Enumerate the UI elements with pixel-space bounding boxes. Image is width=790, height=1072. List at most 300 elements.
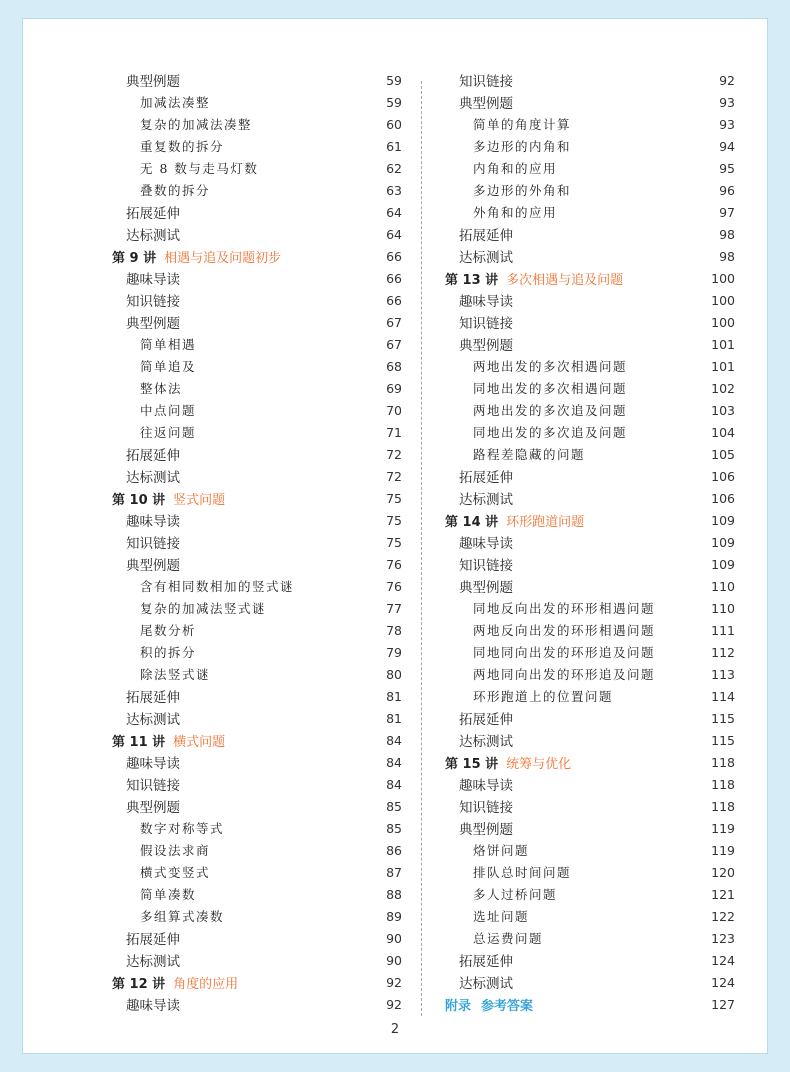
toc-entry xyxy=(435,355,735,377)
toc-entry xyxy=(102,267,402,289)
toc-page-number: 111 xyxy=(711,622,735,638)
chapter-title: 角度的应用 xyxy=(173,976,239,992)
dot-leader xyxy=(579,861,707,883)
dot-leader xyxy=(565,157,709,179)
dot-leader xyxy=(188,685,376,707)
dot-leader xyxy=(593,443,707,465)
toc-entry-title: 达标测试 xyxy=(126,954,180,970)
toc-page-number: 119 xyxy=(711,842,735,858)
toc-entry xyxy=(102,861,402,883)
toc-entry xyxy=(102,597,402,619)
toc-page-number: 123 xyxy=(711,930,735,946)
toc-entry xyxy=(435,597,735,619)
toc-entry-title: 拓展延伸 xyxy=(126,690,180,706)
dot-leader xyxy=(204,641,376,663)
toc-page-number: 70 xyxy=(386,402,402,418)
toc-page-number: 105 xyxy=(711,446,735,462)
chapter-title: 竖式问题 xyxy=(173,492,226,508)
toc-entry-title: 趣味导读 xyxy=(459,536,513,552)
toc-entry xyxy=(435,333,735,355)
toc-entry xyxy=(102,927,402,949)
toc-page-number: 112 xyxy=(711,644,735,660)
toc-entry-heading xyxy=(102,247,285,266)
toc-page-number: 75 xyxy=(386,534,402,550)
toc-entry xyxy=(435,773,735,795)
toc-entry-title: 典型例题 xyxy=(459,96,513,112)
toc-entry-title: 叠数的拆分 xyxy=(140,183,211,198)
toc-page-number: 71 xyxy=(386,424,402,440)
dot-leader xyxy=(246,971,376,993)
toc-entry-title: 拓展延伸 xyxy=(126,932,180,948)
dot-leader xyxy=(521,795,707,817)
toc-page-number: 75 xyxy=(386,490,402,506)
toc-entry-title: 趣味导读 xyxy=(126,756,180,772)
toc-chapter-entry xyxy=(435,751,735,773)
toc-entry-title: 积的拆分 xyxy=(140,645,197,660)
dot-leader xyxy=(302,575,376,597)
toc-entry xyxy=(102,201,402,223)
toc-entry xyxy=(435,91,735,113)
dot-leader xyxy=(188,751,376,773)
dot-leader xyxy=(663,597,707,619)
toc-entry-title: 典型例题 xyxy=(126,316,180,332)
toc-entry-heading xyxy=(435,995,537,1014)
dot-leader xyxy=(635,377,707,399)
toc-entry xyxy=(102,883,402,905)
toc-entry-title: 中点问题 xyxy=(140,403,197,418)
dot-leader xyxy=(204,421,376,443)
toc-entry-title: 趣味导读 xyxy=(126,272,180,288)
dot-leader xyxy=(188,69,376,91)
chapter-number: 第 11 讲 xyxy=(112,734,166,750)
dot-leader xyxy=(218,663,376,685)
toc-page-number: 90 xyxy=(386,952,402,968)
toc-page-number: 93 xyxy=(719,94,735,110)
toc-entry xyxy=(102,399,402,421)
toc-page-number: 76 xyxy=(386,556,402,572)
toc-entry-title: 加减法凑整 xyxy=(140,95,211,110)
toc-entry-title: 达标测试 xyxy=(126,228,180,244)
toc-entry xyxy=(102,641,402,663)
dot-leader xyxy=(188,509,376,531)
dot-leader xyxy=(521,531,707,553)
dot-leader xyxy=(188,707,376,729)
dot-leader xyxy=(565,883,707,905)
toc-page-number: 59 xyxy=(386,72,402,88)
book-page xyxy=(22,18,768,1054)
toc-page-number: 72 xyxy=(386,446,402,462)
toc-entry xyxy=(435,377,735,399)
toc-page-number: 106 xyxy=(711,490,735,506)
toc-entry xyxy=(435,619,735,641)
toc-page-number: 92 xyxy=(386,974,402,990)
toc-entry xyxy=(102,179,402,201)
dot-leader xyxy=(188,773,376,795)
dot-leader xyxy=(521,333,707,355)
toc-page-number: 60 xyxy=(386,116,402,132)
toc-page-number: 100 xyxy=(711,314,735,330)
toc-entry xyxy=(102,157,402,179)
toc-page-number: 75 xyxy=(386,512,402,528)
dot-leader xyxy=(232,817,376,839)
toc-entry-title: 路程差隐藏的问题 xyxy=(473,447,586,462)
toc-page-number: 118 xyxy=(711,798,735,814)
toc-entry-title: 复杂的加减法竖式谜 xyxy=(140,601,267,616)
toc-entry xyxy=(102,619,402,641)
toc-page-number: 115 xyxy=(711,732,735,748)
dot-leader xyxy=(551,927,707,949)
toc-page-number: 95 xyxy=(719,160,735,176)
toc-entry xyxy=(435,949,735,971)
toc-entry xyxy=(102,663,402,685)
toc-entry-title: 外角和的应用 xyxy=(473,205,558,220)
toc-page-number: 89 xyxy=(386,908,402,924)
toc-page-number: 85 xyxy=(386,820,402,836)
toc-entry xyxy=(102,223,402,245)
toc-entry xyxy=(435,443,735,465)
toc-page-number: 96 xyxy=(719,182,735,198)
toc-page-number: 98 xyxy=(719,248,735,264)
dot-leader xyxy=(521,575,707,597)
toc-entry xyxy=(435,487,735,509)
toc-page-number: 100 xyxy=(711,292,735,308)
toc-page-number: 62 xyxy=(386,160,402,176)
dot-leader xyxy=(521,91,709,113)
dot-leader xyxy=(579,751,707,773)
toc-entry-title: 趣味导读 xyxy=(459,778,513,794)
dot-leader xyxy=(521,553,707,575)
chapter-title: 相遇与追及问题初步 xyxy=(164,250,282,266)
dot-leader xyxy=(218,91,376,113)
toc-entry-title: 趣味导读 xyxy=(459,294,513,310)
toc-entry xyxy=(435,971,735,993)
dot-leader xyxy=(521,311,707,333)
toc-page-number: 92 xyxy=(386,996,402,1012)
toc-entry-title: 拓展延伸 xyxy=(459,228,513,244)
toc-entry-title: 知识链接 xyxy=(126,778,180,794)
toc-entry xyxy=(102,311,402,333)
dot-leader xyxy=(521,69,709,91)
toc-entry xyxy=(102,333,402,355)
toc-entry xyxy=(102,465,402,487)
toc-entry-title: 简单相遇 xyxy=(140,337,197,352)
chapter-title: 参考答案 xyxy=(481,998,534,1014)
dot-leader xyxy=(635,355,707,377)
dot-leader xyxy=(188,531,376,553)
toc-entry xyxy=(435,729,735,751)
toc-entry xyxy=(102,509,402,531)
dot-leader xyxy=(274,597,376,619)
dot-leader xyxy=(204,399,376,421)
toc-entry xyxy=(102,817,402,839)
chapter-title: 横式问题 xyxy=(173,734,226,750)
toc-page-number: 69 xyxy=(386,380,402,396)
toc-entry xyxy=(435,531,735,553)
dot-leader xyxy=(521,773,707,795)
toc-page-number: 67 xyxy=(386,314,402,330)
toc-entry xyxy=(435,421,735,443)
toc-page-number: 86 xyxy=(386,842,402,858)
chapter-number: 第 9 讲 xyxy=(112,250,157,266)
toc-entry-title: 趣味导读 xyxy=(126,514,180,530)
toc-entry-title: 知识链接 xyxy=(459,800,513,816)
toc-entry-title: 含有相同数相加的竖式谜 xyxy=(140,579,295,594)
toc-entry-title: 达标测试 xyxy=(459,734,513,750)
toc-entry xyxy=(102,905,402,927)
dot-leader xyxy=(521,949,707,971)
toc-entry-title: 横式变竖式 xyxy=(140,865,211,880)
chapter-number: 第 15 讲 xyxy=(445,756,499,772)
toc-entry xyxy=(102,421,402,443)
toc-entry-title: 数字对称等式 xyxy=(140,821,225,836)
toc-entry xyxy=(102,949,402,971)
toc-entry-title: 知识链接 xyxy=(459,558,513,574)
toc-entry xyxy=(435,113,735,135)
dot-leader xyxy=(521,971,707,993)
dot-leader xyxy=(188,443,376,465)
dot-leader xyxy=(232,905,376,927)
toc-entry xyxy=(102,751,402,773)
toc-page-number: 106 xyxy=(711,468,735,484)
toc-entry xyxy=(435,223,735,245)
toc-entry xyxy=(435,795,735,817)
toc-entry-title: 典型例题 xyxy=(459,822,513,838)
toc-entry-title: 典型例题 xyxy=(126,74,180,90)
toc-page-number: 67 xyxy=(386,336,402,352)
dot-leader xyxy=(188,311,376,333)
toc-entry-title: 趣味导读 xyxy=(126,998,180,1014)
toc-entry-title: 内角和的应用 xyxy=(473,161,558,176)
column-divider xyxy=(421,81,422,1016)
toc-entry-title: 达标测试 xyxy=(126,712,180,728)
toc-entry-title: 同地同向出发的环形追及问题 xyxy=(473,645,656,660)
toc-chapter-entry xyxy=(435,267,735,289)
dot-leader xyxy=(592,509,707,531)
toc-entry-heading xyxy=(102,489,229,508)
chapter-number: 附录 xyxy=(445,998,472,1014)
toc-entry xyxy=(102,443,402,465)
toc-page-number: 59 xyxy=(386,94,402,110)
toc-page-number: 97 xyxy=(719,204,735,220)
chapter-number: 第 13 讲 xyxy=(445,272,499,288)
toc-page-number: 100 xyxy=(711,270,735,286)
toc-page-number: 76 xyxy=(386,578,402,594)
dot-leader xyxy=(218,861,376,883)
toc-page-number: 68 xyxy=(386,358,402,374)
toc-page-number: 101 xyxy=(711,336,735,352)
toc-page-number: 109 xyxy=(711,556,735,572)
toc-chapter-entry xyxy=(102,971,402,993)
toc-page-number: 77 xyxy=(386,600,402,616)
chapter-number: 第 12 讲 xyxy=(112,976,166,992)
dot-leader xyxy=(635,399,707,421)
toc-entry xyxy=(102,289,402,311)
toc-entry xyxy=(102,575,402,597)
toc-entry-title: 两地出发的多次相遇问题 xyxy=(473,359,628,374)
toc-page-number: 64 xyxy=(386,226,402,242)
toc-entry-title: 知识链接 xyxy=(459,316,513,332)
dot-leader xyxy=(204,333,376,355)
toc-entry-title: 简单追及 xyxy=(140,359,197,374)
toc-entry-title: 复杂的加减法凑整 xyxy=(140,117,253,132)
toc-page-number: 115 xyxy=(711,710,735,726)
toc-page-number: 103 xyxy=(711,402,735,418)
dot-leader xyxy=(188,201,376,223)
toc-entry xyxy=(435,707,735,729)
toc-entry xyxy=(435,69,735,91)
toc-page-number: 101 xyxy=(711,358,735,374)
toc-page-number: 94 xyxy=(719,138,735,154)
dot-leader xyxy=(266,157,376,179)
dot-leader xyxy=(521,487,707,509)
toc-entry-title: 知识链接 xyxy=(126,294,180,310)
toc-page-number: 84 xyxy=(386,754,402,770)
toc-entry-title: 达标测试 xyxy=(459,492,513,508)
toc-entry xyxy=(435,839,735,861)
toc-entry xyxy=(435,905,735,927)
dot-leader xyxy=(204,619,376,641)
toc-entry xyxy=(102,377,402,399)
toc-entry xyxy=(435,135,735,157)
dot-leader xyxy=(521,289,707,311)
toc-page-number: 81 xyxy=(386,710,402,726)
toc-chapter-entry xyxy=(435,509,735,531)
toc-entry xyxy=(435,245,735,267)
toc-right-column xyxy=(435,69,735,1015)
toc-entry-title: 拓展延伸 xyxy=(126,206,180,222)
toc-entry xyxy=(102,531,402,553)
toc-entry-title: 重复数的拆分 xyxy=(140,139,225,154)
toc-entry-title: 拓展延伸 xyxy=(126,448,180,464)
toc-entry-title: 拓展延伸 xyxy=(459,470,513,486)
dot-leader xyxy=(260,113,376,135)
toc-entry-title: 整体法 xyxy=(140,381,183,396)
toc-entry-title: 达标测试 xyxy=(126,470,180,486)
toc-page-number: 61 xyxy=(386,138,402,154)
toc-chapter-entry xyxy=(102,729,402,751)
toc-entry xyxy=(102,685,402,707)
toc-page-number: 63 xyxy=(386,182,402,198)
toc-entry-heading xyxy=(435,511,588,530)
toc-entry-title: 达标测试 xyxy=(459,250,513,266)
toc-entry-title: 假设法求商 xyxy=(140,843,211,858)
dot-leader xyxy=(232,135,376,157)
toc-entry-title: 烙饼问题 xyxy=(473,843,530,858)
toc-entry-title: 简单的角度计算 xyxy=(473,117,572,132)
toc-entry xyxy=(435,289,735,311)
dot-leader xyxy=(188,949,376,971)
toc-page-number: 79 xyxy=(386,644,402,660)
dot-leader xyxy=(579,135,709,157)
dot-leader xyxy=(537,905,707,927)
toc-entry-title: 两地同向出发的环形追及问题 xyxy=(473,667,656,682)
dot-leader xyxy=(289,245,376,267)
toc-chapter-entry xyxy=(102,245,402,267)
toc-page-number: 118 xyxy=(711,754,735,770)
toc-entry xyxy=(435,663,735,685)
dot-leader xyxy=(521,729,707,751)
chapter-title: 环形跑道问题 xyxy=(506,514,585,530)
dot-leader xyxy=(663,641,707,663)
toc-entry-title: 同地出发的多次追及问题 xyxy=(473,425,628,440)
toc-page-number: 84 xyxy=(386,732,402,748)
toc-entry xyxy=(435,179,735,201)
toc-entry-title: 知识链接 xyxy=(459,74,513,90)
dot-leader xyxy=(188,289,376,311)
toc-page-number: 113 xyxy=(711,666,735,682)
toc-entry-title: 总运费问题 xyxy=(473,931,544,946)
dot-leader xyxy=(188,795,376,817)
toc-entry-title: 排队总时间问题 xyxy=(473,865,572,880)
dot-leader xyxy=(188,267,376,289)
dot-leader xyxy=(188,465,376,487)
toc-entry-title: 两地出发的多次追及问题 xyxy=(473,403,628,418)
toc-entry-heading xyxy=(435,269,627,288)
dot-leader xyxy=(188,553,376,575)
toc-page-number: 88 xyxy=(386,886,402,902)
toc-entry xyxy=(435,883,735,905)
toc-page-number: 87 xyxy=(386,864,402,880)
toc-entry-title: 选址问题 xyxy=(473,909,530,924)
toc-page-number: 122 xyxy=(711,908,735,924)
dot-leader xyxy=(188,993,376,1015)
dot-leader xyxy=(541,993,707,1015)
toc-page-number: 109 xyxy=(711,534,735,550)
toc-entry-title: 拓展延伸 xyxy=(459,954,513,970)
dot-leader xyxy=(635,421,707,443)
toc-entry-title: 同地出发的多次相遇问题 xyxy=(473,381,628,396)
toc-entry-title: 典型例题 xyxy=(459,338,513,354)
toc-entry-title: 达标测试 xyxy=(459,976,513,992)
toc-page-number: 84 xyxy=(386,776,402,792)
toc-appendix-entry xyxy=(435,993,735,1015)
toc-entry xyxy=(435,575,735,597)
dot-leader xyxy=(579,179,709,201)
toc-page-number: 78 xyxy=(386,622,402,638)
dot-leader xyxy=(204,355,376,377)
chapter-title: 多次相遇与追及问题 xyxy=(506,272,624,288)
toc-entry-title: 同地反向出发的环形相遇问题 xyxy=(473,601,656,616)
dot-leader xyxy=(188,223,376,245)
toc-page-number: 104 xyxy=(711,424,735,440)
toc-page-number: 93 xyxy=(719,116,735,132)
toc-entry-title: 多边形的内角和 xyxy=(473,139,572,154)
dot-leader xyxy=(621,685,707,707)
dot-leader xyxy=(188,927,376,949)
toc-page-number: 81 xyxy=(386,688,402,704)
toc-entry-title: 往返问题 xyxy=(140,425,197,440)
toc-entry xyxy=(435,201,735,223)
toc-entry xyxy=(102,69,402,91)
toc-page-number: 119 xyxy=(711,820,735,836)
dot-leader xyxy=(218,179,376,201)
chapter-number: 第 14 讲 xyxy=(445,514,499,530)
dot-leader xyxy=(521,707,707,729)
toc-entry-heading xyxy=(435,753,575,772)
toc-entry xyxy=(435,817,735,839)
toc-page-number: 66 xyxy=(386,292,402,308)
dot-leader xyxy=(218,839,376,861)
toc-entry-title: 多组算式凑数 xyxy=(140,909,225,924)
toc-entry-title: 环形跑道上的位置问题 xyxy=(473,689,614,704)
toc-chapter-entry xyxy=(102,487,402,509)
toc-entry-title: 两地反向出发的环形相遇问题 xyxy=(473,623,656,638)
dot-leader xyxy=(521,465,707,487)
toc-left-column xyxy=(102,69,402,1015)
toc-entry-title: 典型例题 xyxy=(126,800,180,816)
toc-page-number: 110 xyxy=(711,600,735,616)
toc-entry-title: 多边形的外角和 xyxy=(473,183,572,198)
